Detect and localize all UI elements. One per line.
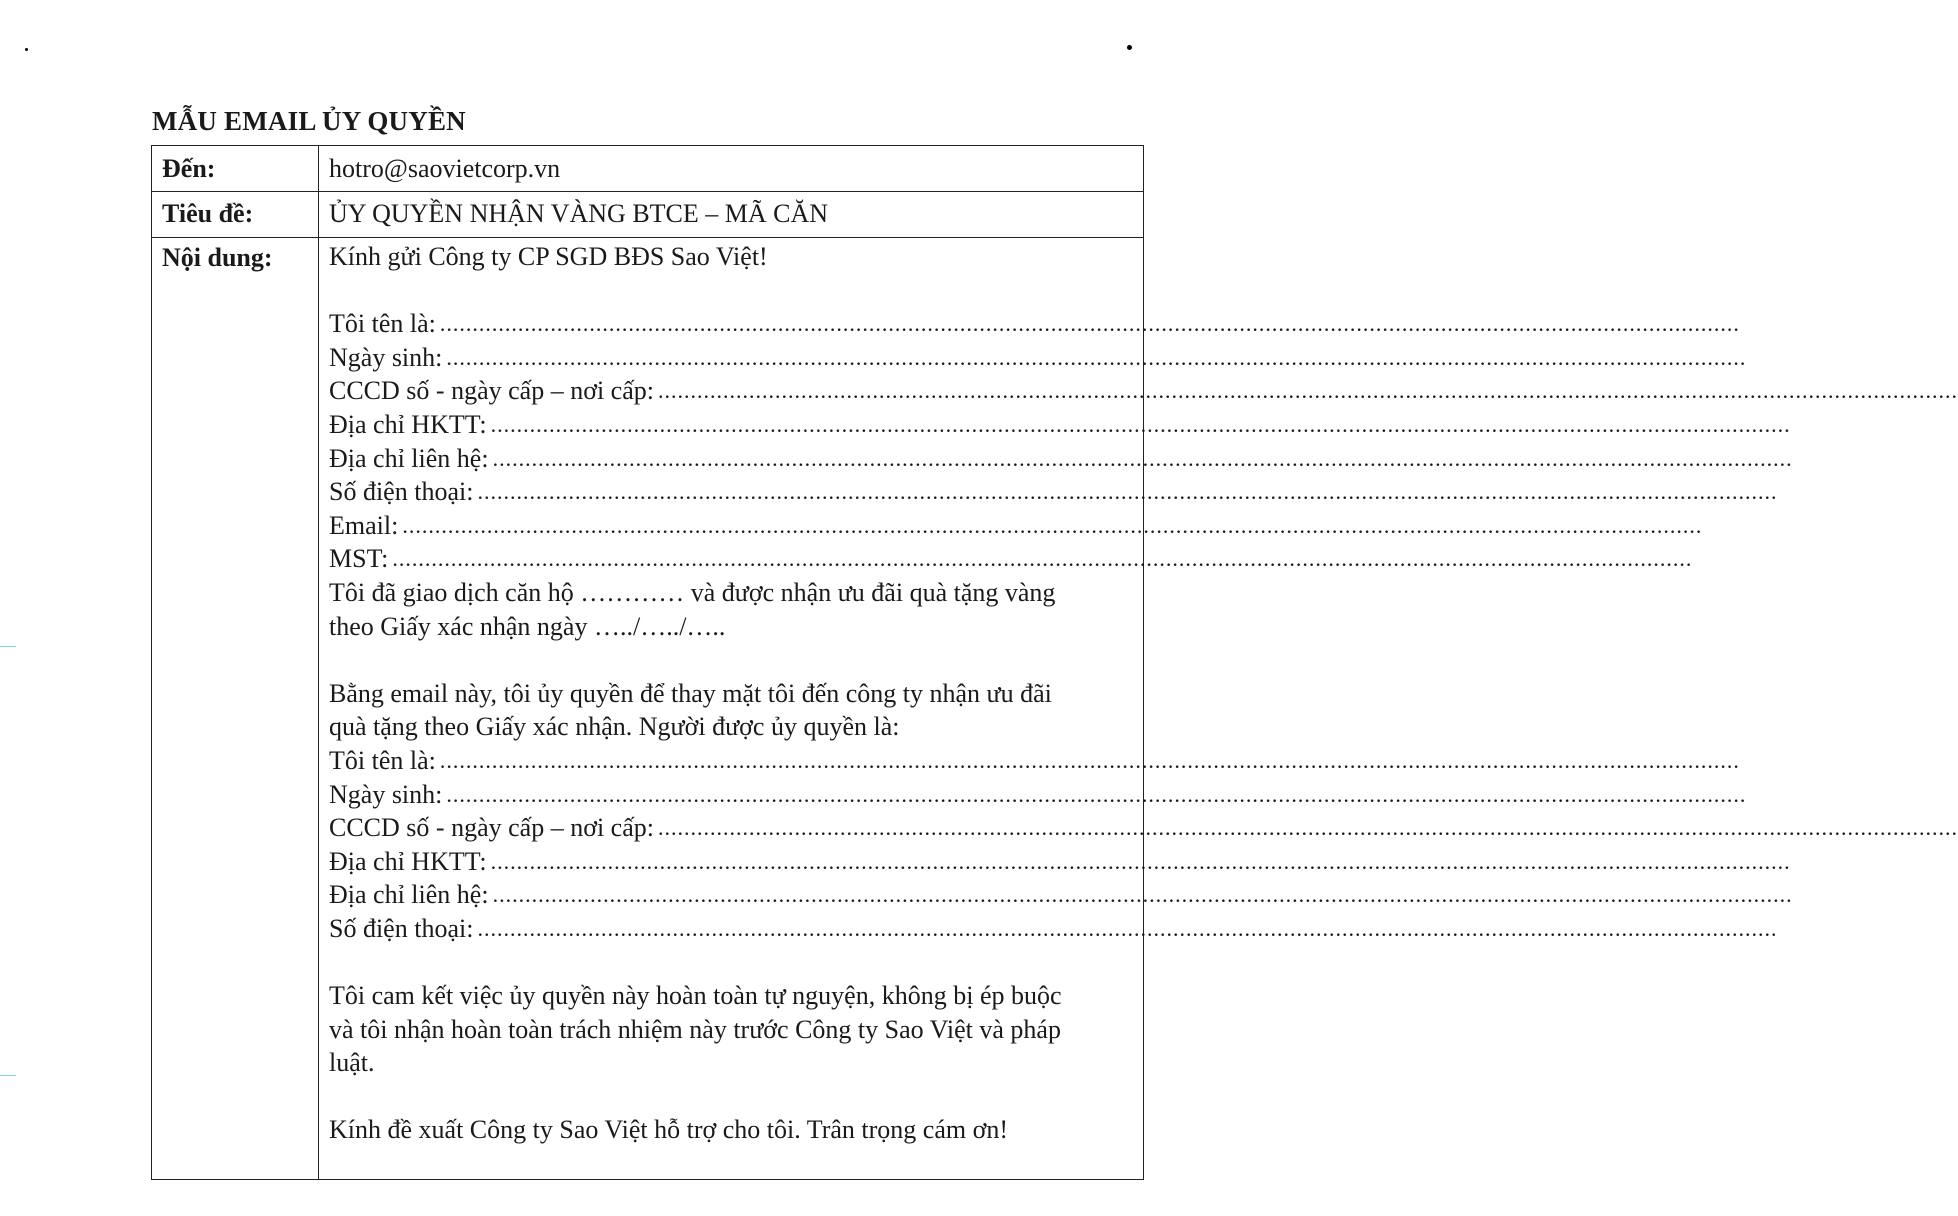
field-label: Địa chỉ liên hệ: <box>329 880 489 910</box>
scan-speck <box>1127 45 1132 50</box>
dotted-leader: ........................................................................................................................................................................................................ <box>490 848 1791 874</box>
field-row <box>329 845 1791 879</box>
field-label: Ngày sinh: <box>329 779 443 809</box>
dotted-leader: ........................................................................................................................................................................................................ <box>490 411 1791 437</box>
field-label: Địa chỉ liên hệ: <box>329 443 489 473</box>
field-label: Tôi tên là: <box>329 745 436 775</box>
field-row <box>329 811 1958 845</box>
dotted-leader: ........................................................................................................................................................................................................ <box>446 781 1747 807</box>
field-label: Số điện thoại: <box>329 913 474 943</box>
field-label: Email: <box>329 510 399 540</box>
field-row <box>329 778 1747 812</box>
dotted-leader: ........................................................................................................................................................................................................ <box>402 512 1703 538</box>
dotted-leader: ........................................................................................................................................................................................................ <box>392 546 1693 572</box>
email-template-table <box>151 145 1958 1180</box>
greeting: Kính gửi Công ty CP SGD BĐS Sao Việt! <box>329 242 768 271</box>
field-label: CCCD số - ngày cấp – nơi cấp: <box>329 376 654 406</box>
dotted-leader: ........................................................................................................................................................................................................ <box>657 378 1958 404</box>
field-label: Địa chỉ HKTT: <box>329 846 487 876</box>
field-row <box>329 408 1791 442</box>
field-label: MST: <box>329 544 389 574</box>
commitment-line-1: Tôi cam kết việc ủy quyền này hoàn toàn tự nguyện, không bị ép buộc <box>329 981 1062 1011</box>
field-label: Ngày sinh: <box>329 342 443 372</box>
dotted-leader: ........................................................................................................................................................................................................ <box>492 445 1793 471</box>
field-row <box>329 878 1793 912</box>
authorization-line-2: quà tặng theo Giấy xác nhận. Người được ủy quyền là: <box>329 712 900 742</box>
content-label: Nội dung: <box>162 243 273 272</box>
dotted-leader: ........................................................................................................................................................................................................ <box>439 311 1740 337</box>
field-label: Địa chỉ HKTT: <box>329 409 487 439</box>
scan-edge-mark <box>0 646 16 647</box>
document-title: MẪU EMAIL ỦY QUYỀN <box>152 106 466 136</box>
to-value: hotro@saovietcorp.vn <box>329 154 561 183</box>
dotted-leader: ........................................................................................................................................................................................................ <box>439 747 1740 773</box>
field-row <box>329 509 1703 543</box>
field-label: Tôi tên là: <box>329 309 436 339</box>
scan-edge-mark <box>0 1075 16 1076</box>
to-label: Đến: <box>162 154 216 183</box>
subject-label: Tiêu đề: <box>162 199 254 228</box>
field-label: CCCD số - ngày cấp – nơi cấp: <box>329 813 654 843</box>
dotted-leader: ........................................................................................................................................................................................................ <box>657 815 1958 841</box>
field-row <box>329 744 1740 778</box>
field-row <box>329 341 1747 375</box>
closing-line: Kính đề xuất Công ty Sao Việt hỗ trợ cho tôi. Trân trọng cám ơn! <box>329 1115 1009 1145</box>
transaction-line-2: theo Giấy xác nhận ngày …../…../….. <box>329 611 726 641</box>
agent-fields <box>329 744 1958 946</box>
dotted-leader: ........................................................................................................................................................................................................ <box>492 882 1793 908</box>
content-body <box>329 240 1958 1147</box>
field-row <box>329 542 1693 576</box>
dotted-leader: ........................................................................................................................................................................................................ <box>477 915 1778 941</box>
column-divider <box>318 146 319 1179</box>
authorization-line-1: Bằng email này, tôi ủy quyền để thay mặt tôi đến công ty nhận ưu đãi <box>329 678 1052 708</box>
field-label: Số điện thoại: <box>329 477 474 507</box>
dotted-leader: ........................................................................................................................................................................................................ <box>477 479 1778 505</box>
scan-speck <box>25 48 28 51</box>
field-row <box>329 912 1778 946</box>
subject-value: ỦY QUYỀN NHẬN VÀNG BTCE – MÃ CĂN <box>329 199 829 228</box>
field-row <box>329 307 1740 341</box>
commitment-line-3: luật. <box>329 1048 375 1078</box>
transaction-line-1: Tôi đã giao dịch căn hộ ………… và được nhận ưu đãi quà tặng vàng <box>329 577 1056 607</box>
field-row <box>329 374 1958 408</box>
commitment-line-2: và tôi nhận hoàn toàn trách nhiệm này trước Công ty Sao Việt và pháp <box>329 1014 1061 1044</box>
field-row <box>329 475 1778 509</box>
to-row <box>152 146 1143 192</box>
field-row <box>329 442 1793 476</box>
dotted-leader: ........................................................................................................................................................................................................ <box>446 344 1747 370</box>
principal-fields <box>329 307 1958 576</box>
